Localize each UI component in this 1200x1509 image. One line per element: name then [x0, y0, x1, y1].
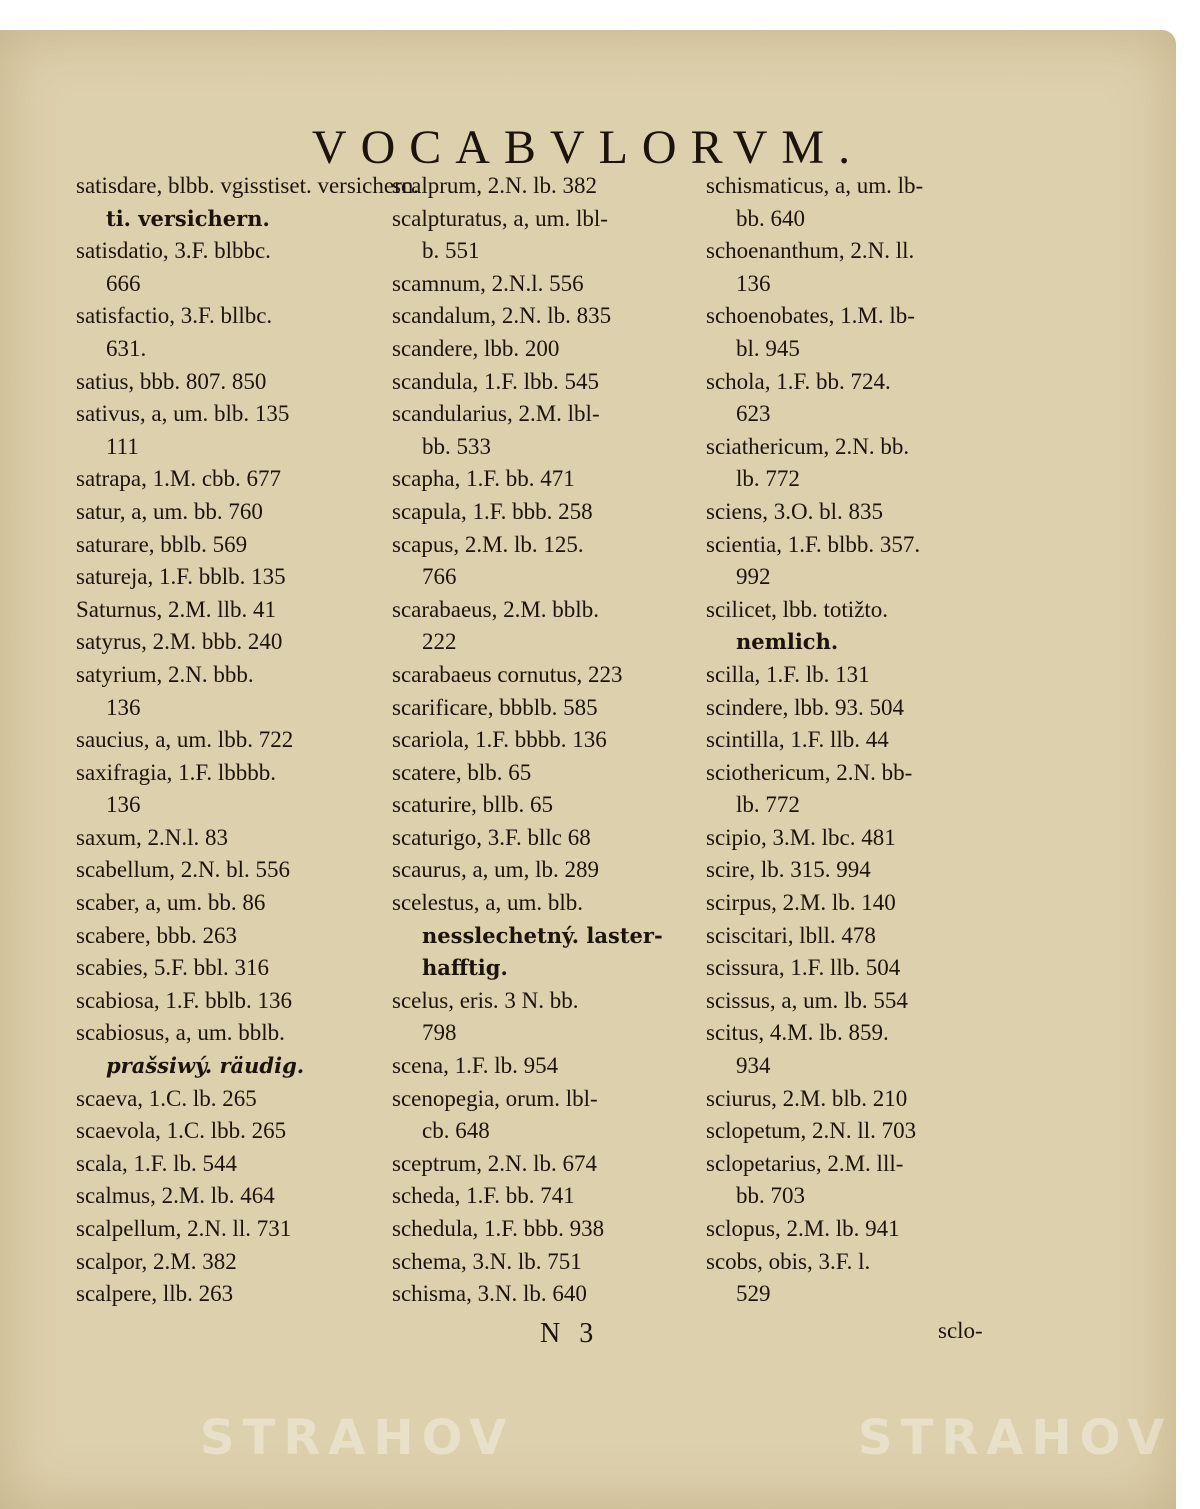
vocabulary-entry: sciscitari, lbll. 478	[706, 922, 876, 948]
entry-continuation: 136	[106, 694, 141, 720]
vocabulary-entry: scaturire, bllb. 65	[392, 792, 553, 818]
vocabulary-entry: scaeva, 1.C. lb. 265	[76, 1085, 257, 1111]
entry-continuation: bb. 533	[422, 433, 491, 459]
vocabulary-entry: scilla, 1.F. lb. 131	[706, 661, 870, 687]
vocabulary-entry: saxum, 2.N.l. 83	[76, 824, 229, 850]
vocabulary-column-1	[76, 170, 420, 1311]
entry-continuation: ti. versichern.	[106, 205, 270, 231]
vocabulary-entry: satur, a, um. bb. 760	[76, 498, 263, 524]
entry-continuation: 631.	[106, 335, 147, 361]
vocabulary-entry: scissus, a, um. lb. 554	[706, 987, 908, 1013]
vocabulary-entry: sciothericum, 2.N. bb-	[706, 759, 913, 785]
vocabulary-entry: satius, bbb. 807. 850	[76, 368, 267, 394]
entry-continuation: 798	[422, 1020, 457, 1046]
vocabulary-entry: scatere, blb. 65	[392, 759, 532, 785]
entry-continuation: lb. 772	[736, 466, 800, 492]
vocabulary-entry: scheda, 1.F. bb. 741	[392, 1183, 575, 1209]
vocabulary-entry: scarabaeus, 2.M. bblb.	[392, 596, 599, 622]
vocabulary-entry: scalpellum, 2.N. ll. 731	[76, 1216, 292, 1241]
vocabulary-entry: scaturigo, 3.F. bllc 68	[392, 824, 591, 850]
entry-continuation: bb. 703	[736, 1183, 805, 1209]
vocabulary-entry: scelestus, a, um. blb.	[392, 890, 583, 916]
vocabulary-entry: scabiosus, a, um. bblb.	[76, 1020, 285, 1046]
vocabulary-entry: satyrium, 2.N. bbb.	[76, 661, 254, 687]
entry-continuation: 666	[106, 270, 141, 296]
vocabulary-entry: scelus, eris. 3 N. bb.	[392, 987, 579, 1013]
vocabulary-entry: scandalum, 2.N. lb. 835	[392, 303, 612, 329]
vocabulary-entry: scabere, bbb. 263	[76, 922, 237, 948]
vocabulary-entry: scenopegia, orum. lbl-	[392, 1085, 598, 1111]
vocabulary-entry: saturare, bblb. 569	[76, 531, 248, 557]
vocabulary-entry: satisfactio, 3.F. bllbc.	[76, 303, 273, 329]
vocabulary-entry: scabellum, 2.N. bl. 556	[76, 857, 290, 883]
entry-continuation: nemlich.	[736, 629, 839, 655]
vocabulary-entry: schola, 1.F. bb. 724.	[706, 368, 891, 394]
vocabulary-entry: sceptrum, 2.N. lb. 674	[392, 1150, 598, 1176]
entry-continuation: 934	[736, 1053, 771, 1079]
vocabulary-entry: schisma, 3.N. lb. 640	[392, 1281, 587, 1307]
vocabulary-entry: scabies, 5.F. bbl. 316	[76, 955, 270, 981]
vocabulary-entry: scipio, 3.M. lbc. 481	[706, 824, 896, 850]
entry-continuation: 992	[736, 564, 771, 590]
entry-continuation: nesslechetný. laster-	[422, 922, 663, 948]
watermark-left: STRAHOV	[200, 1410, 515, 1466]
entry-continuation: hafftig.	[422, 955, 508, 981]
vocabulary-entry: schoenanthum, 2.N. ll.	[706, 238, 915, 264]
vocabulary-entry: saxifragia, 1.F. lbbbb.	[76, 759, 277, 785]
vocabulary-entry: scitus, 4.M. lb. 859.	[706, 1020, 889, 1046]
vocabulary-entry: schema, 3.N. lb. 751	[392, 1248, 582, 1274]
vocabulary-entry: scariola, 1.F. bbbb. 136	[392, 727, 607, 753]
vocabulary-entry: saucius, a, um. lbb. 722	[76, 727, 294, 753]
vocabulary-entry: scientia, 1.F. blbb. 357.	[706, 531, 921, 557]
vocabulary-column-3	[706, 170, 1006, 1311]
vocabulary-entry: scalpturatus, a, um. lbl-	[392, 205, 608, 231]
vocabulary-entry: scapha, 1.F. bb. 471	[392, 466, 575, 492]
vocabulary-entry: satisdare, blbb. vgisstiset. versichern.	[76, 173, 420, 198]
entry-continuation: prašsiwý. räudig.	[106, 1053, 305, 1079]
vocabulary-entry: scandularius, 2.M. lbl-	[392, 401, 600, 427]
vocabulary-entry: scabiosa, 1.F. bblb. 136	[76, 987, 293, 1013]
vocabulary-entry: schoenobates, 1.M. lb-	[706, 303, 915, 329]
vocabulary-entry: scarificare, bbblb. 585	[392, 694, 598, 720]
vocabulary-entry: satyrus, 2.M. bbb. 240	[76, 629, 283, 655]
vocabulary-column-2	[392, 170, 692, 1311]
vocabulary-entry: satrapa, 1.M. cbb. 677	[76, 466, 282, 492]
vocabulary-entry: sclopus, 2.M. lb. 941	[706, 1216, 900, 1241]
entry-continuation: lb. 772	[736, 792, 800, 818]
vocabulary-entry: sciathericum, 2.N. bb.	[706, 433, 910, 459]
entry-continuation: 222	[422, 629, 457, 655]
vocabulary-entry: scapus, 2.M. lb. 125.	[392, 531, 584, 557]
vocabulary-entry: scire, lb. 315. 994	[706, 857, 871, 883]
vocabulary-entry: scaevola, 1.C. lbb. 265	[76, 1118, 287, 1144]
entry-continuation: 136	[106, 792, 141, 818]
vocabulary-entry: sciurus, 2.M. blb. 210	[706, 1085, 908, 1111]
entry-continuation: cb. 648	[422, 1118, 490, 1144]
vocabulary-entry: scala, 1.F. lb. 544	[76, 1150, 238, 1176]
vocabulary-entry: scaber, a, um. bb. 86	[76, 890, 266, 916]
page-title: VOCABVLORVM.	[311, 121, 865, 174]
book-page	[0, 30, 1176, 1509]
vocabulary-entry: schismaticus, a, um. lb-	[706, 173, 924, 198]
vocabulary-entry: scapula, 1.F. bbb. 258	[392, 498, 593, 524]
vocabulary-entry: scandere, lbb. 200	[392, 335, 560, 361]
vocabulary-entry: scarabaeus cornutus, 223	[392, 661, 623, 687]
vocabulary-entry: satisdatio, 3.F. blbbc.	[76, 238, 271, 264]
signature-mark: N 3	[540, 1318, 600, 1349]
vocabulary-entry: schedula, 1.F. bbb. 938	[392, 1216, 605, 1241]
vocabulary-entry: scilicet, lbb. totižto.	[706, 596, 889, 622]
entry-continuation: 623	[736, 401, 771, 427]
vocabulary-entry: sativus, a, um. blb. 135	[76, 401, 290, 427]
entry-continuation: 136	[736, 270, 771, 296]
entry-continuation: b. 551	[422, 238, 480, 264]
vocabulary-entry: scalpere, llb. 263	[76, 1281, 234, 1307]
catchword: sclo-	[938, 1318, 983, 1343]
vocabulary-entry: scobs, obis, 3.F. l.	[706, 1248, 871, 1274]
entry-continuation: 529	[736, 1281, 771, 1307]
vocabulary-entry: satureja, 1.F. bblb. 135	[76, 564, 286, 590]
watermark-right: STRAHOV	[858, 1410, 1173, 1466]
vocabulary-entry: scissura, 1.F. llb. 504	[706, 955, 901, 981]
vocabulary-entry: scamnum, 2.N.l. 556	[392, 270, 584, 296]
vocabulary-entry: scalpor, 2.M. 382	[76, 1248, 237, 1274]
vocabulary-entry: sclopetum, 2.N. ll. 703	[706, 1118, 917, 1144]
vocabulary-entry: scalmus, 2.M. lb. 464	[76, 1183, 275, 1209]
vocabulary-entry: scintilla, 1.F. llb. 44	[706, 727, 889, 753]
entry-continuation: 766	[422, 564, 457, 590]
vocabulary-entry: scirpus, 2.M. lb. 140	[706, 890, 896, 916]
entry-continuation: bb. 640	[736, 205, 805, 231]
entry-continuation: bl. 945	[736, 335, 800, 361]
vocabulary-entry: scaurus, a, um, lb. 289	[392, 857, 599, 883]
vocabulary-entry: scandula, 1.F. lbb. 545	[392, 368, 600, 394]
vocabulary-entry: scindere, lbb. 93. 504	[706, 694, 905, 720]
vocabulary-entry: Saturnus, 2.M. llb. 41	[76, 596, 276, 622]
vocabulary-entry: scena, 1.F. lb. 954	[392, 1053, 559, 1079]
entry-continuation: 111	[106, 433, 139, 459]
vocabulary-entry: scalprum, 2.N. lb. 382	[392, 173, 598, 198]
vocabulary-entry: sclopetarius, 2.M. lll-	[706, 1150, 904, 1176]
vocabulary-entry: sciens, 3.O. bl. 835	[706, 498, 883, 524]
